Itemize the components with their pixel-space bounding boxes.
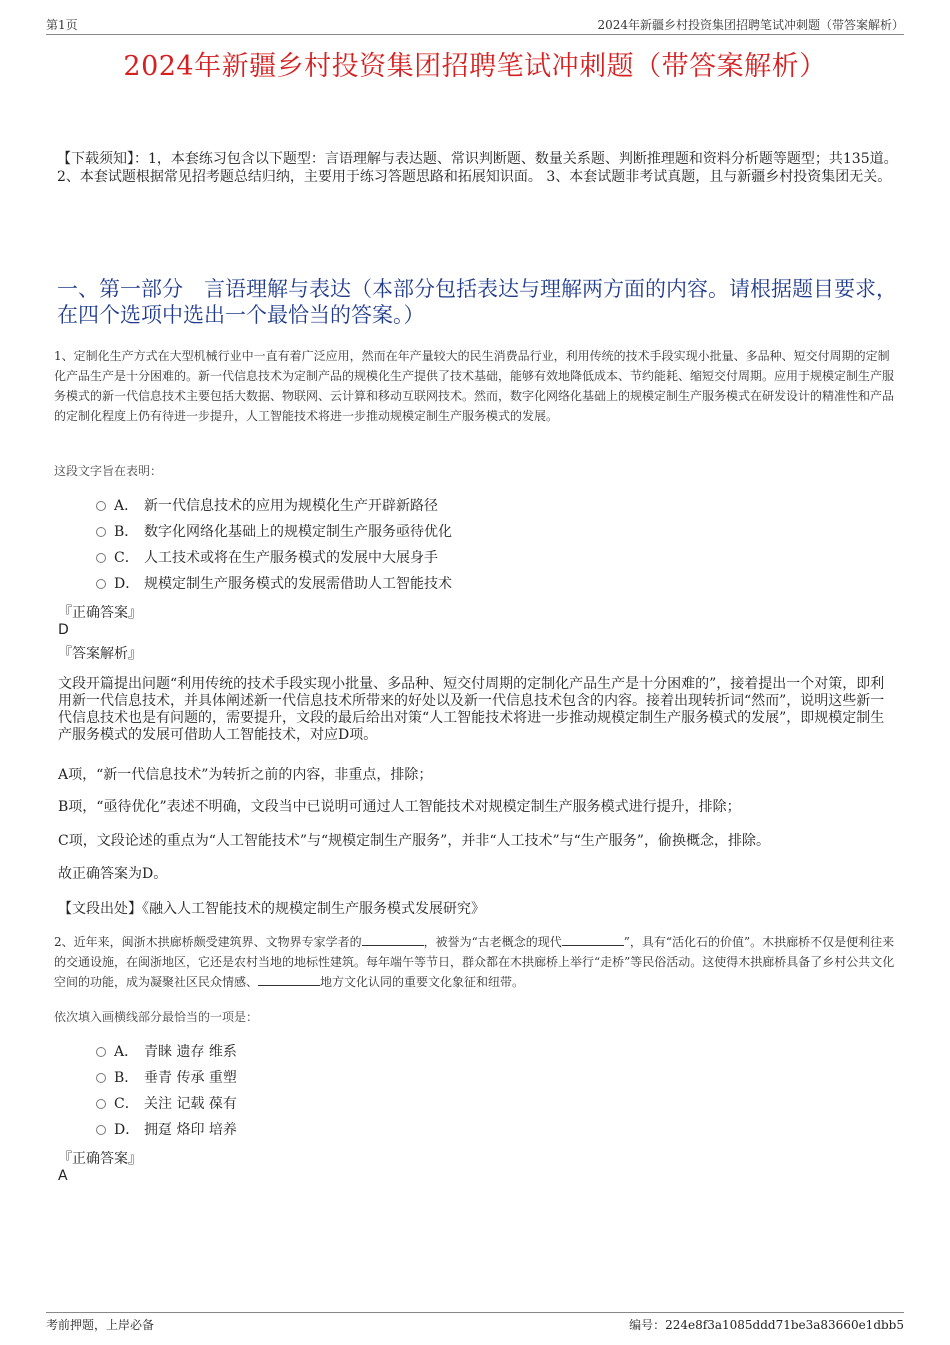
question-1-text: 1、定制化生产方式在大型机械行业中一直有着广泛应用，然而在年产量较大的民生消费品行业，利用传统的技术手段实现小批量、多品种、短交付周期的定制化产品生产是十分困难的。新一代信息技术为定制产品的规模化生产提供了技术基础，能够有效地降低成本、节约能耗、缩短交付周期。应用于规模定制生产服务模式的新一代信息技术主要包括大数据、物联网、云计算和移动互联网技术。然而，数字化网络化基础上的规模定制生产服务模式在研发设计的精准性和产品的定制化程度上仍有待进一步提升，人工智能技术将进一步推动规模定制生产服务模式的发展。 — [54, 349, 895, 423]
radio-icon[interactable] — [96, 1125, 106, 1135]
radio-icon[interactable] — [96, 1073, 106, 1083]
correct-answer: D — [58, 622, 69, 638]
radio-icon[interactable] — [96, 1047, 106, 1057]
fill-blank — [362, 933, 424, 946]
analysis-conclusion: 故正确答案为D。 — [58, 866, 168, 882]
text-source: 【文段出处】《融入人工智能技术的规模定制生产服务模式发展研究》 — [58, 901, 485, 917]
page-footer — [46, 1312, 904, 1336]
page-number: 第1页 — [46, 18, 78, 32]
fill-blank — [562, 933, 624, 946]
correct-answer-label: 『正确答案』 — [58, 605, 142, 621]
option-c[interactable]: C． 人工技术或将在生产服务模式的发展中大展身手 — [96, 545, 452, 571]
document-id: 编号：224e8f3a1085ddd71be3a83660e1dbb5 — [629, 1318, 904, 1332]
analysis-text: 文段开篇提出问题“利用传统的技术手段实现小批量、多品种、短交付周期的定制化产品生产是十分困难的”，接着提出一个对策，即利用新一代信息技术，并具体阐述新一代信息技术所带来的好处以及新一代信息技术包含的内容。接着出现转折词“然而”，说明这些新一代信息技术也是有问题的，需要提升，文段的最后给出对策“人工智能技术将进一步推动规模定制生产服务模式的发展”，即规模定制生产服务模式的发展可借助人工智能技术，对应D项。 — [58, 676, 885, 743]
question-2-options — [96, 1039, 237, 1143]
page-header — [46, 14, 904, 35]
option-c[interactable]: C． 关注 记载 葆有 — [96, 1091, 237, 1117]
radio-icon[interactable] — [96, 1099, 106, 1109]
radio-icon[interactable] — [96, 579, 106, 589]
option-a[interactable]: A． 青睐 遗存 维系 — [96, 1039, 237, 1065]
radio-icon[interactable] — [96, 553, 106, 563]
download-notice: 【下载须知】：1，本套练习包含以下题型：言语理解与表达题、常识判断题、数量关系题、判断推理题和资料分析题等题型；共135道。 2、本套试题根据常见招考题总结归纳，主要用于练习答题思路和拓展知识面。 3、本套试题非考试真题，且与新疆乡村投资集团无关。 — [57, 151, 898, 185]
correct-answer: A — [58, 1168, 68, 1184]
analysis-label: 『答案解析』 — [58, 646, 142, 662]
option-b[interactable]: B． 垂青 传承 重塑 — [96, 1065, 237, 1091]
fill-blank — [258, 973, 320, 986]
footer-slogan: 考前押题，上岸必备 — [46, 1318, 155, 1332]
option-a[interactable]: A． 新一代信息技术的应用为规模化生产开辟新路径 — [96, 493, 452, 519]
question-1-options — [96, 493, 452, 597]
analysis-option-a: A项，“新一代信息技术”为转折之前的内容，非重点，排除； — [58, 767, 433, 783]
page-title: 2024年新疆乡村投资集团招聘笔试冲刺题（带答案解析） — [123, 51, 827, 82]
question-2-prompt: 依次填入画横线部分最恰当的一项是： — [54, 1010, 259, 1024]
section-heading: 一、第一部分 言语理解与表达（本部分包括表达与理解两方面的内容。请根据题目要求，在四个选项中选出一个最恰当的答案。） — [57, 277, 897, 327]
question-1-prompt: 这段文字旨在表明： — [54, 464, 163, 478]
option-d[interactable]: D． 规模定制生产服务模式的发展需借助人工智能技术 — [96, 571, 452, 597]
correct-answer-label: 『正确答案』 — [58, 1151, 142, 1167]
header-doc-title: 2024年新疆乡村投资集团招聘笔试冲刺题（带答案解析） — [597, 18, 904, 32]
option-d[interactable]: D． 拥趸 烙印 培养 — [96, 1117, 237, 1143]
analysis-option-c: C项，文段论述的重点为“人工智能技术”与“规模定制生产服务”，并非“人工技术”与“生产服务”，偷换概念，排除。 — [58, 833, 770, 849]
question-2-text: 2、近年来，闽浙木拱廊桥颇受建筑界、文物界专家学者的 ，被誉为“古老概念的现代 ”，具有“活化石的价值”。木拱廊桥不仅是便利往来的交通设施，在闽浙地区，它还是农村当地的地标性建筑。每年端午等节日，群众都在木拱廊桥上举行“走桥”等民俗活动。这使得木拱廊桥具备了乡村公共文化空间的功能，成为凝聚社区民众情感、 地方文化认同的重要文化象征和纽带。 — [54, 935, 895, 989]
radio-icon[interactable] — [96, 527, 106, 537]
radio-icon[interactable] — [96, 501, 106, 511]
analysis-option-b: B项，“亟待优化”表述不明确，文段当中已说明可通过人工智能技术对规模定制生产服务模式进行提升，排除； — [58, 799, 741, 815]
option-b[interactable]: B． 数字化网络化基础上的规模定制生产服务亟待优化 — [96, 519, 452, 545]
